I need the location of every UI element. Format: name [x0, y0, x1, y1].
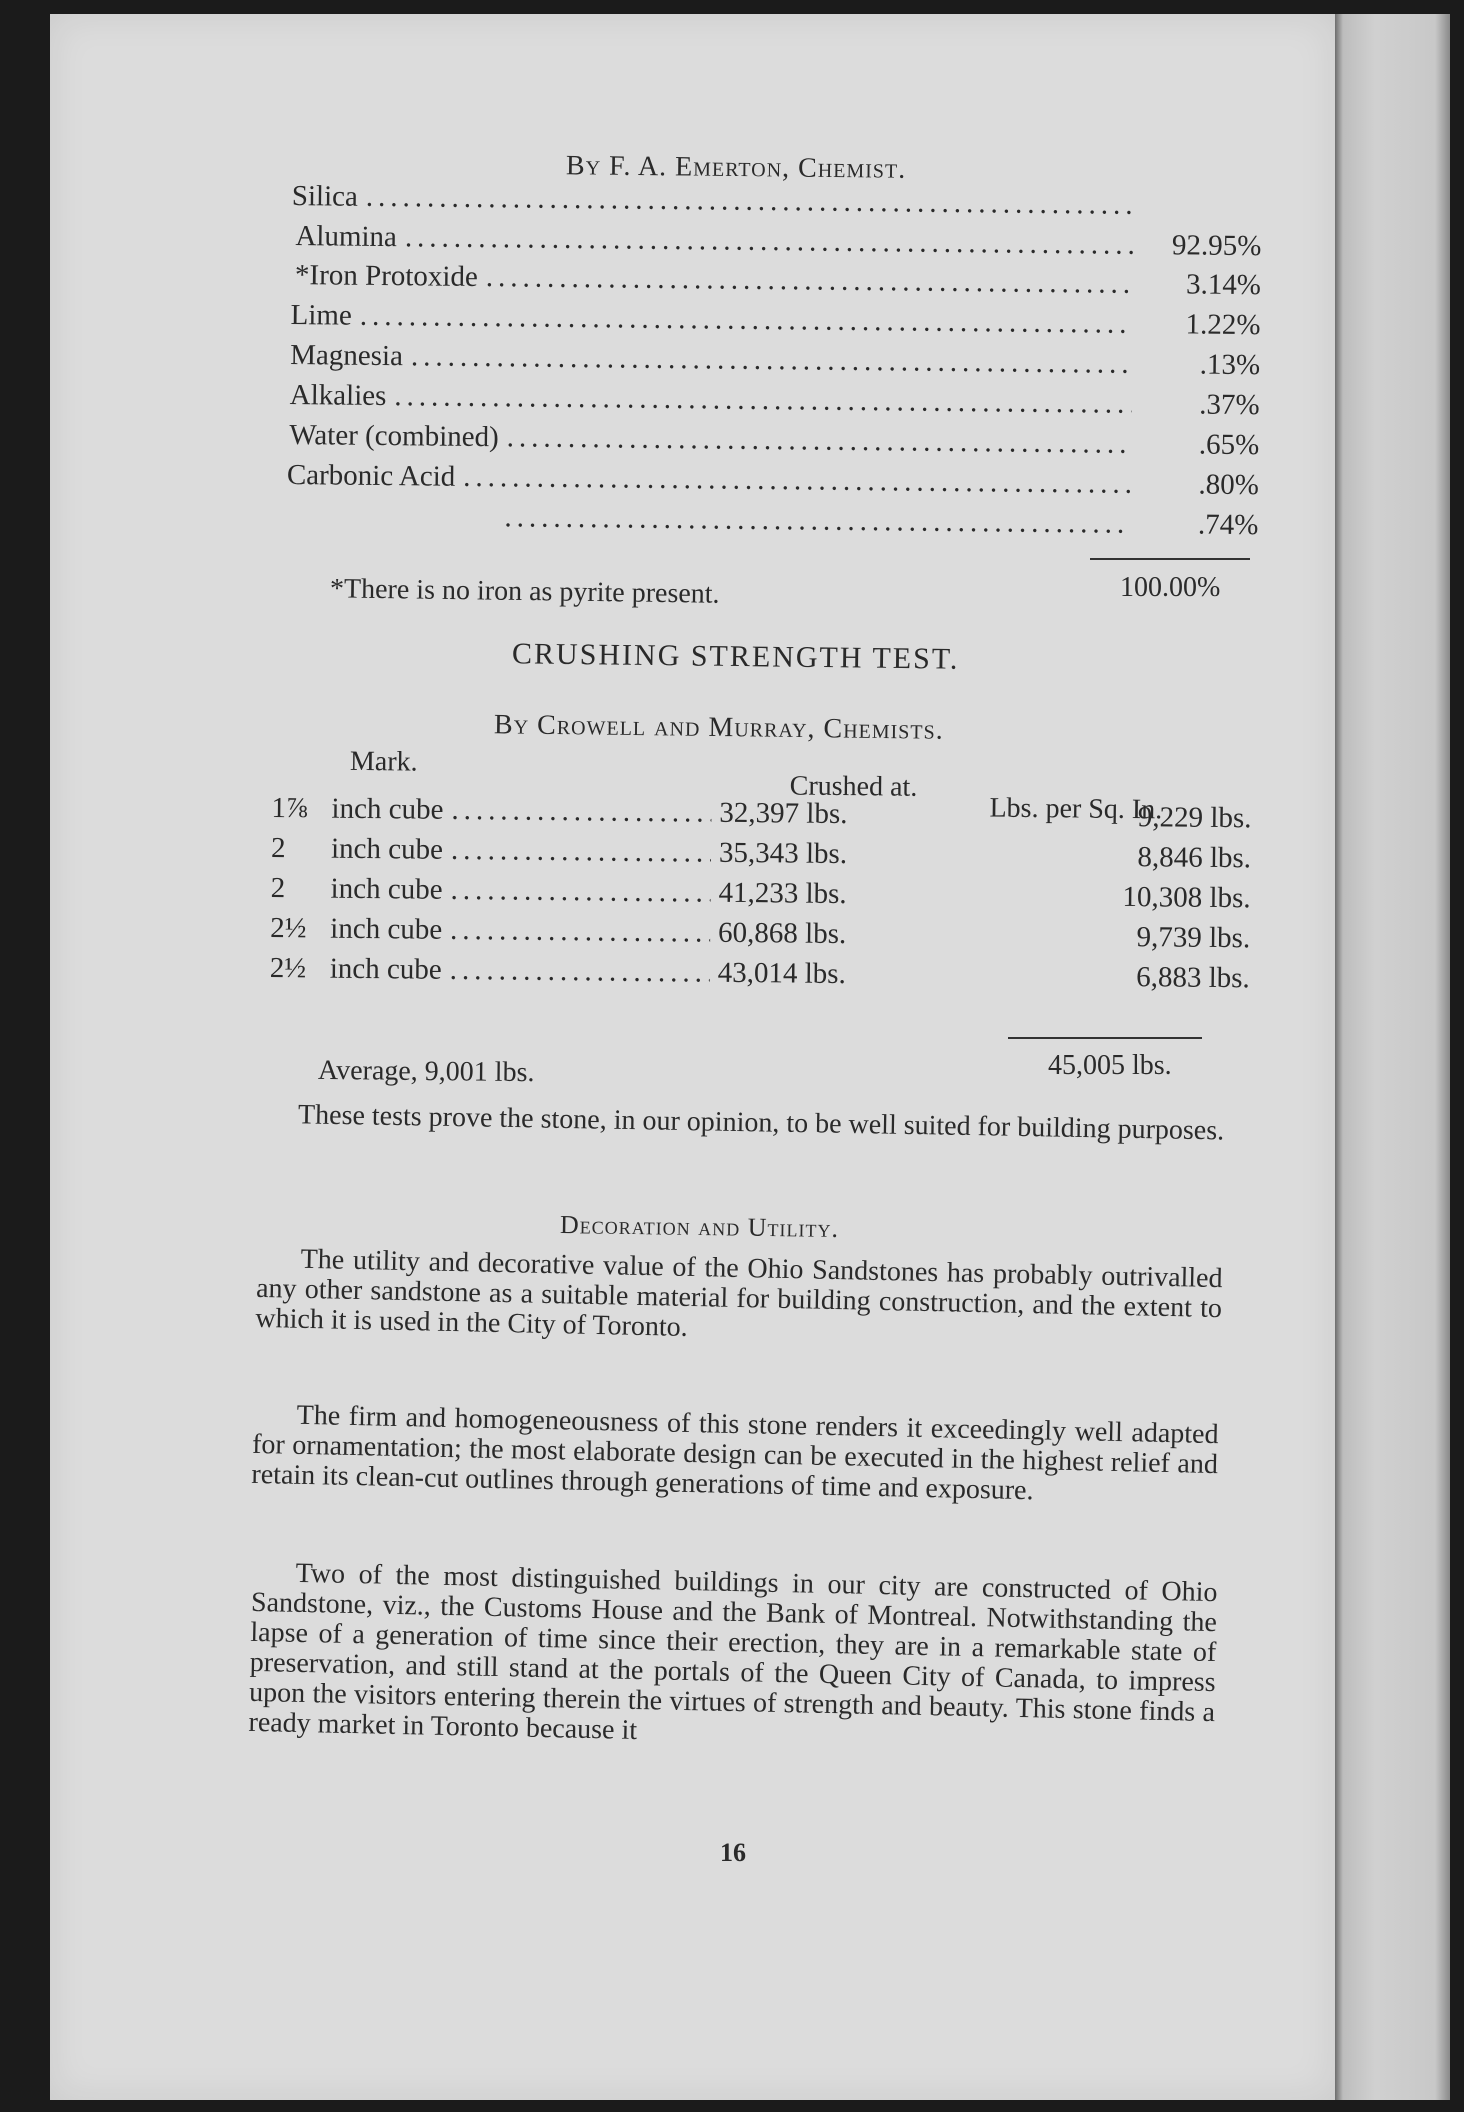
decoration-heading: Decoration and Utility. [559, 1210, 840, 1243]
row-lbs: 10,308 lbs. [1122, 880, 1251, 915]
row-value: .74% [1197, 508, 1259, 542]
analysis-byline: By F. A. Emerton, Chemist. [565, 150, 907, 185]
analysis-footnote: *There is no iron as pyrite present. [329, 573, 720, 610]
page-number: 16 [720, 1838, 746, 1867]
row-crushed: 43,014 lbs. [717, 956, 846, 991]
crushing-byline: By Crowell and Murray, Chemists. [493, 709, 944, 746]
row-mark: inch cube [330, 872, 443, 906]
row-lbs: 9,739 lbs. [1136, 921, 1251, 955]
row-value: .37% [1199, 388, 1260, 422]
row-mark: inch cube [330, 832, 444, 866]
row-value: 3.14% [1185, 268, 1262, 302]
decoration-paragraph: The utility and decorative value of the Ohio Sandstones has probably outrivalled any other sandstone as a suitable material for building construction, and the extent to which it is used in the City of Toronto. [255, 1243, 1223, 1343]
row-size: 1⅞ [271, 792, 308, 825]
row-lbs: 8,846 lbs. [1137, 841, 1252, 875]
row-lbs: 6,883 lbs. [1136, 961, 1250, 995]
row-value: .13% [1199, 348, 1261, 382]
row-label: Carbonic Acid [286, 458, 456, 493]
row-label: *Iron Protoxide [294, 259, 479, 293]
row-label: Alkalies [289, 379, 387, 413]
row-mark: inch cube [331, 792, 444, 826]
row-label: Water (combined) [289, 419, 499, 454]
row-value: 1.22% [1185, 308, 1261, 342]
row-size: 2½ [269, 952, 307, 985]
row-size: 2½ [270, 912, 307, 945]
row-crushed: 32,397 lbs. [719, 796, 848, 831]
decoration-paragraph: The firm and homogeneousness of this stone renders it exceedingly well adapted for ornamentation; the most elaborate design can be executed in the highest relief and retain its clean-cut outlines through generations of time and exposure. [251, 1399, 1219, 1507]
crushing-average: Average, 9,001 lbs. [317, 1054, 535, 1089]
row-crushed: 60,868 lbs. [717, 916, 847, 951]
row-value: .65% [1198, 428, 1260, 462]
row-label: Alumina [295, 220, 398, 254]
header-mark: Mark. [349, 745, 418, 778]
row-mark: inch cube [330, 912, 443, 946]
decoration-paragraph: Two of the most distinguished buildings in our city are constructed of Ohio Sandstone, viz., the Customs House and the Bank of Montreal. Notwithstanding the lapse of a generation of time since their erection, they are in a remarkable state of preservation, and still stand at the portals of the Queen City of Canada, to impress upon the visitors entering therein the virtues of strength and beauty. This stone finds a ready market in Toronto because it [248, 1557, 1218, 1747]
crushing-title: CRUSHING STRENGTH TEST. [511, 637, 960, 676]
row-crushed: 35,343 lbs. [718, 836, 848, 871]
row-lbs: 9,229 lbs. [1137, 801, 1252, 835]
row-size: 2 [270, 832, 286, 865]
crushing-total: 45,005 lbs. [1048, 1050, 1172, 1081]
analysis-total: 100.00% [1120, 572, 1221, 603]
row-value: .80% [1198, 468, 1260, 502]
row-crushed: 41,233 lbs. [718, 876, 847, 911]
row-label: Lime [290, 299, 352, 332]
crushing-total-rule [1008, 1037, 1202, 1039]
conclusion-paragraph: These tests prove the stone, in our opinion, to be well suited for building purposes. [297, 1099, 1225, 1147]
header-crushed: Crushed at. [789, 770, 918, 803]
row-value: 92.95% [1171, 229, 1262, 263]
header-lbs: Lbs. per Sq. In. [989, 792, 1163, 826]
row-size: 2 [270, 872, 286, 905]
row-value [1142, 214, 1262, 215]
row-label: Magnesia [289, 339, 404, 373]
analysis-total-rule [1090, 558, 1250, 560]
facing-page-edge [1335, 14, 1450, 2100]
row-label: Silica [291, 180, 359, 213]
row-mark: inch cube [329, 952, 442, 986]
